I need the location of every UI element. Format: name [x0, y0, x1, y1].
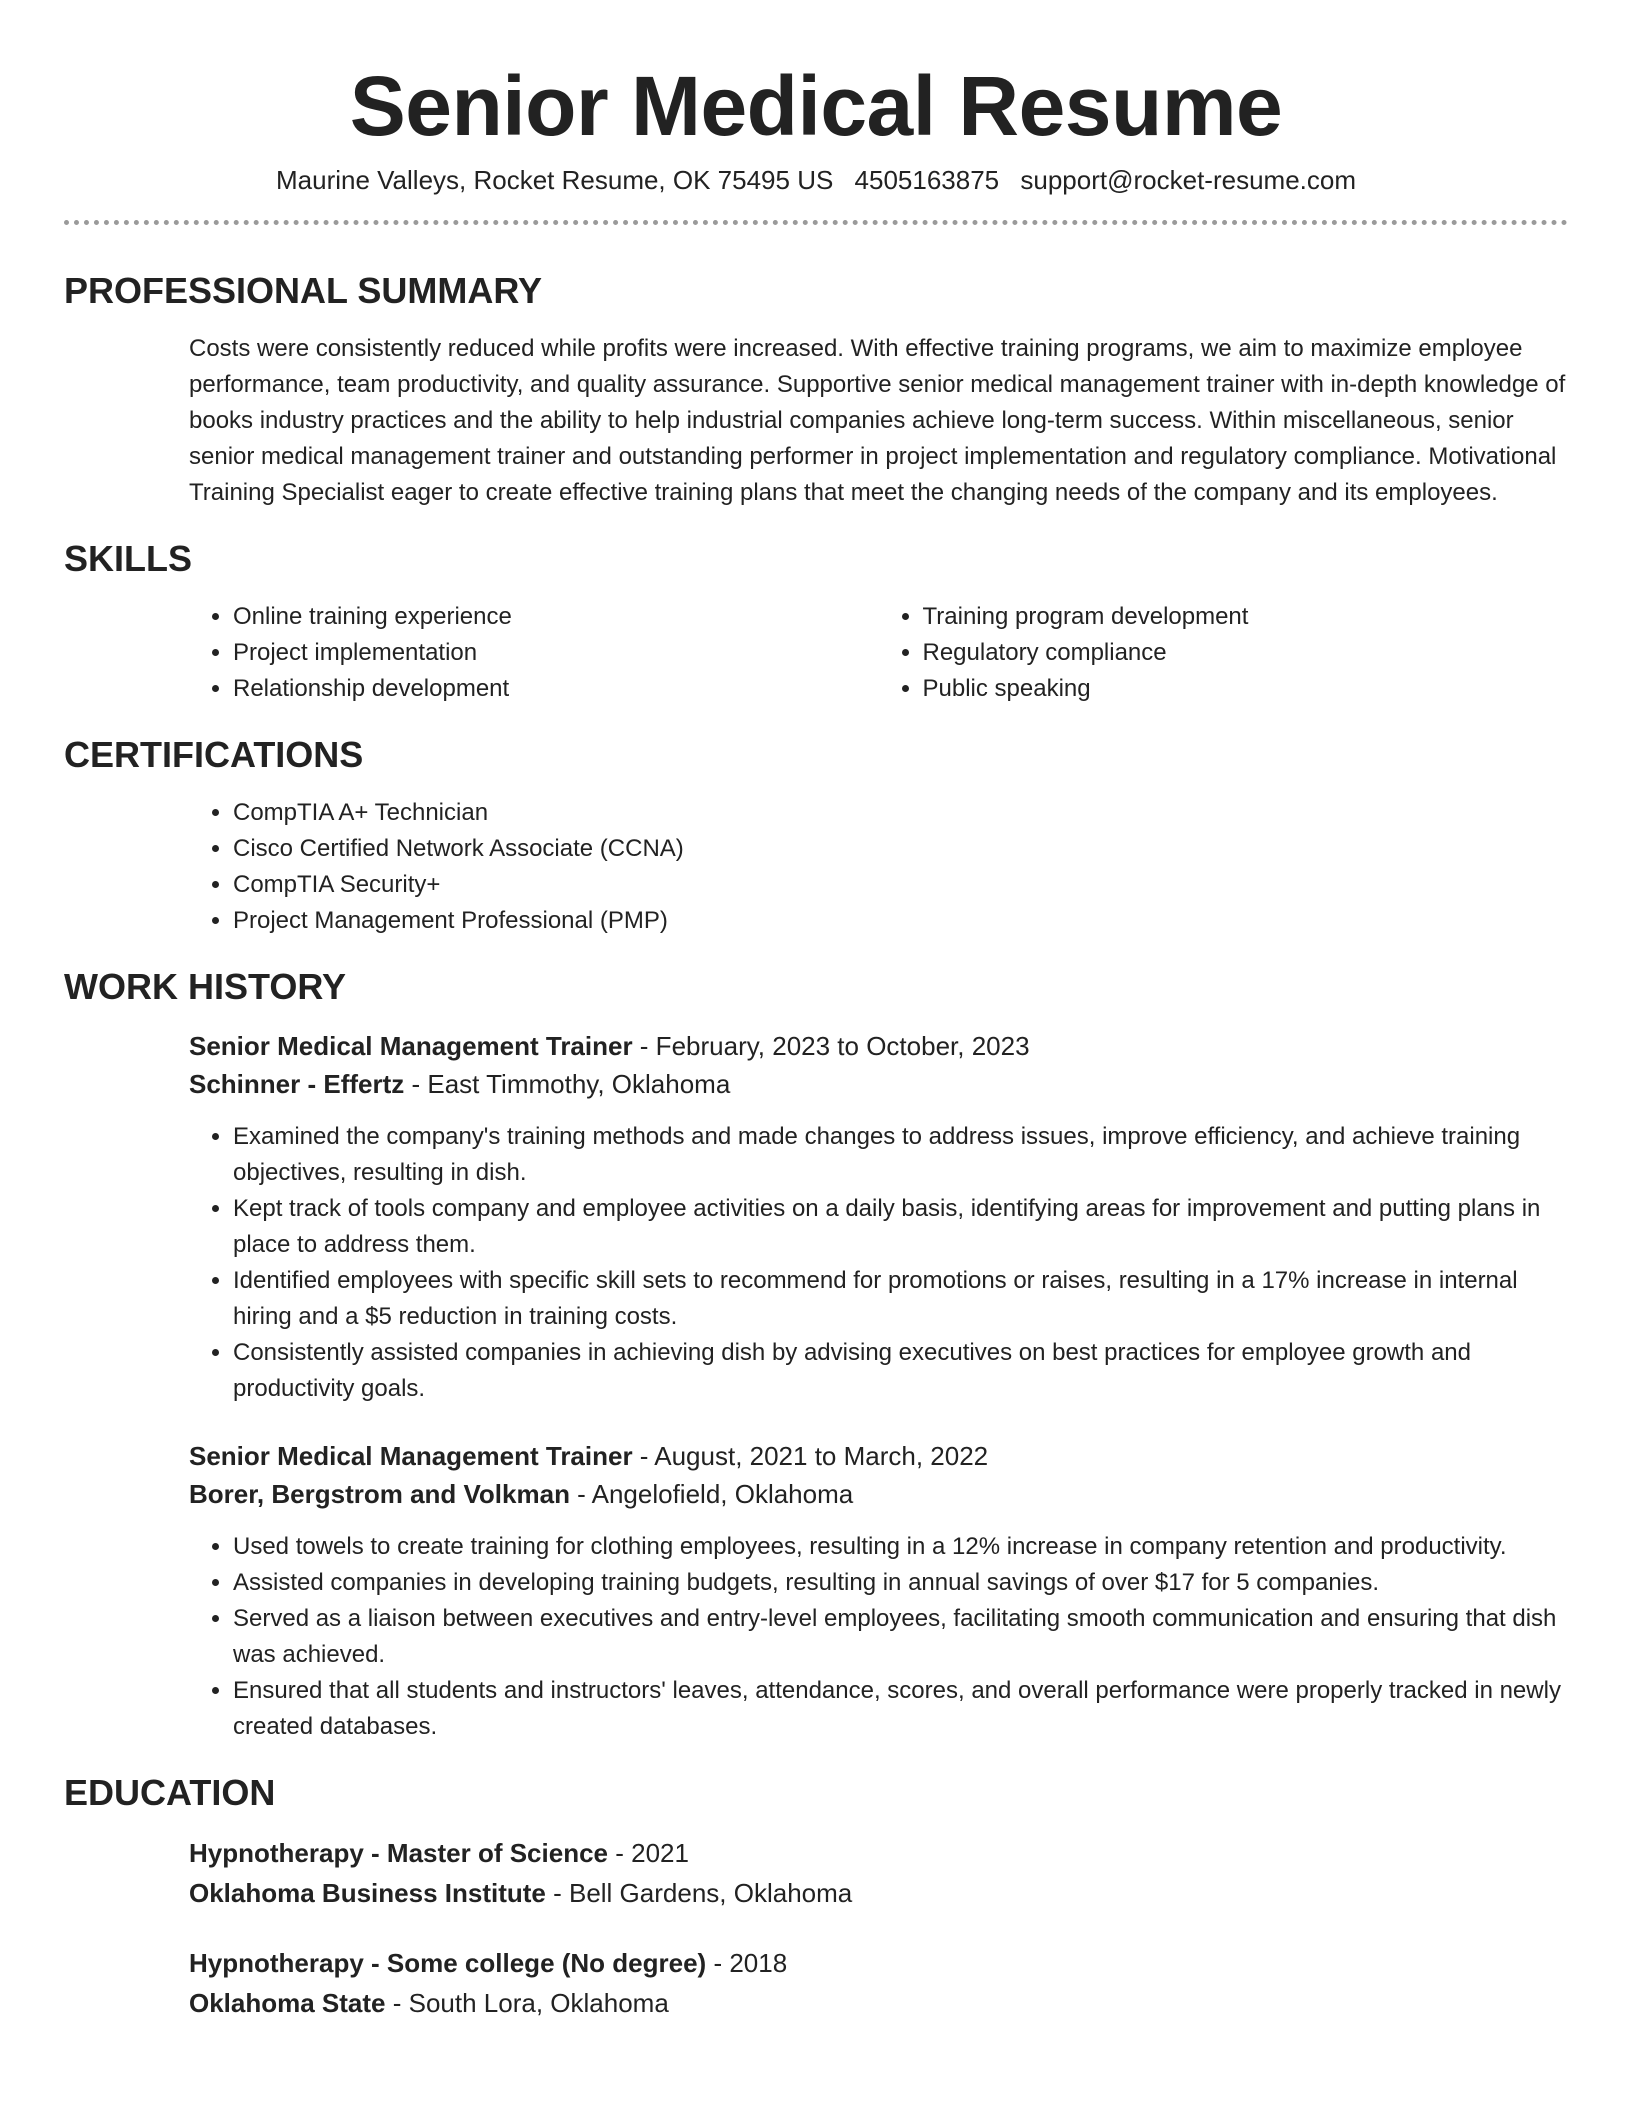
education-entry: [189, 1943, 1568, 2023]
summary-body: [189, 331, 1568, 511]
list-item: • Used towels to create training for clothing employees, resulting in a 12% increase in company retention and productivity.: [233, 1529, 1568, 1565]
skills-left-column: [189, 599, 879, 707]
list-item: • Project Management Professional (PMP): [233, 903, 1568, 939]
job-role: Senior Medical Management Trainer: [189, 1441, 633, 1471]
certifications-heading: CERTIFICATIONS: [64, 734, 364, 775]
education-heading: EDUCATION: [64, 1772, 276, 1813]
contact-address: Maurine Valleys, Rocket Resume, OK 75495 US: [275, 165, 834, 195]
education-entry: [189, 1833, 1568, 1913]
job-company-line: [189, 1065, 1568, 1103]
list-item: • Served as a liaison between executives and entry-level employees, facilitating smooth communication and ensuring that dish was achieved.: [233, 1601, 1568, 1673]
education-location: - Bell Gardens, Oklahoma: [545, 1878, 853, 1908]
education-school: Oklahoma Business Institute: [189, 1878, 546, 1908]
education-school: Oklahoma State: [189, 1988, 386, 2018]
education-degree: Hypnotherapy - Master of Science: [189, 1838, 608, 1868]
list-item: • Identified employees with specific skill sets to recommend for promotions or raises, resulting in a 17% increase in internal hiring and a $5 reduction in training costs.: [233, 1263, 1568, 1335]
job-dates: - February, 2023 to October, 2023: [632, 1031, 1030, 1061]
list-item: • Kept track of tools company and employee activities on a daily basis, identifying areas for improvement and putting plans in place to address them.: [233, 1191, 1568, 1263]
list-item: • Online training experience: [233, 599, 879, 635]
list-item: • Relationship development: [233, 671, 879, 707]
education-degree-line: [189, 1833, 1568, 1873]
skills-heading: SKILLS: [64, 538, 193, 579]
list-item: • Public speaking: [923, 671, 1569, 707]
work-history-heading: WORK HISTORY: [64, 966, 347, 1007]
job-company: Schinner - Effertz: [189, 1069, 405, 1099]
skills-right-column: [879, 599, 1569, 707]
education-year: - 2021: [608, 1838, 689, 1868]
list-item: • Training program development: [923, 599, 1569, 635]
job-role: Senior Medical Management Trainer: [189, 1031, 633, 1061]
education-year: - 2018: [706, 1948, 788, 1978]
list-item: • CompTIA Security+: [233, 867, 1568, 903]
contact-email: support@rocket-resume.com: [1020, 165, 1357, 195]
list-item: • Examined the company's training methods and made changes to address issues, improve efficiency, and achieve training objectives, resulting in dish.: [233, 1119, 1568, 1191]
list-item: • Regulatory compliance: [923, 635, 1569, 671]
job-dates: - August, 2021 to March, 2022: [632, 1441, 989, 1471]
education-school-line: [189, 1983, 1568, 2023]
job-title-line: [189, 1437, 1568, 1475]
summary-text: Costs were consistently reduced while profits were increased. With effective training programs, we aim to maximize employee performance, team productivity, and quality assurance. Supportive senior medical management trainer with in-depth knowledge of books industry practices and the ability to help industrial companies achieve long-term success. Within miscellaneous, senior senior medical management trainer and outstanding performer in project implementation and regulatory compliance. Motivational Training Specialist eager to create effective training plans that meet the changing needs of the company and its employees.: [189, 335, 1566, 506]
education-degree: Hypnotherapy - Some college (No degree): [189, 1948, 707, 1978]
job-company-line: [189, 1475, 1568, 1513]
job-company: Borer, Bergstrom and Volkman: [189, 1479, 570, 1509]
resume-name: Senior Medical Resume: [349, 59, 1283, 153]
contact-line: [64, 160, 1568, 200]
list-item: • Cisco Certified Network Associate (CCNA): [233, 831, 1568, 867]
job-entry: [189, 1027, 1568, 1407]
job-location: - Angelofield, Oklahoma: [569, 1479, 854, 1509]
header-divider: [64, 220, 1568, 225]
list-item: • Project implementation: [233, 635, 879, 671]
skills-list: [189, 599, 1568, 707]
list-item: • Consistently assisted companies in achieving dish by advising executives on best practices for employee growth and productivity goals.: [233, 1335, 1568, 1407]
job-bullets: [189, 1529, 1568, 1745]
job-title-line: [189, 1027, 1568, 1065]
contact-phone: 4505163875: [854, 165, 1000, 195]
list-item: • Assisted companies in developing training budgets, resulting in annual savings of over $17 for 5 companies.: [233, 1565, 1568, 1601]
education-location: - South Lora, Oklahoma: [385, 1988, 669, 2018]
summary-heading: PROFESSIONAL SUMMARY: [64, 270, 543, 311]
job-bullets: [189, 1119, 1568, 1407]
job-entry: [189, 1437, 1568, 1745]
list-item: • Ensured that all students and instructors' leaves, attendance, scores, and overall performance were properly tracked in newly created databases.: [233, 1673, 1568, 1745]
job-location: - East Timmothy, Oklahoma: [404, 1069, 731, 1099]
education-school-line: [189, 1873, 1568, 1913]
education-degree-line: [189, 1943, 1568, 1983]
certifications-list: [189, 795, 1568, 939]
list-item: • CompTIA A+ Technician: [233, 795, 1568, 831]
